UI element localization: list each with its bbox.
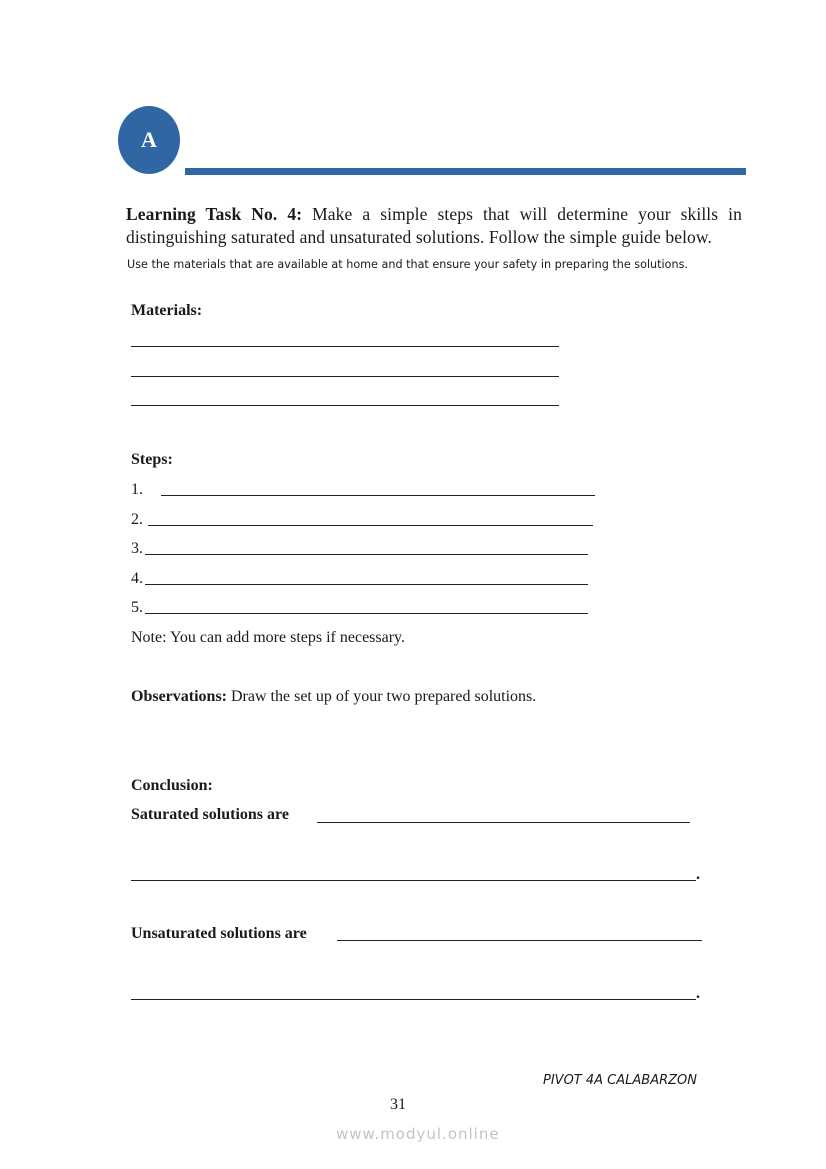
unsaturated-period: . [696, 985, 700, 1002]
steps-heading: Steps: [131, 451, 173, 468]
materials-blank-3[interactable] [131, 405, 559, 406]
observations-line [131, 688, 536, 706]
step-blank-3[interactable] [145, 554, 588, 555]
unsaturated-label: Unsaturated solutions are [131, 925, 307, 942]
watermark: www.modyul.online [336, 1125, 500, 1143]
page-number: 31 [390, 1096, 406, 1113]
saturated-label: Saturated solutions are [131, 806, 289, 823]
saturated-period: . [696, 866, 700, 883]
series-footer: PIVOT 4A CALABARZON [543, 1073, 697, 1088]
task-subnote: Use the materials that are available at home and that ensure your safety in preparing the solutions. [127, 258, 688, 271]
step-number-1: 1. [131, 481, 143, 498]
observations-text: Draw the set up of your two prepared solutions. [227, 688, 537, 705]
materials-heading: Materials: [131, 302, 203, 319]
materials-blank-1[interactable] [131, 346, 559, 347]
materials-blank-2[interactable] [131, 376, 559, 377]
step-number-3: 3. [131, 540, 143, 557]
step-blank-5[interactable] [145, 613, 588, 614]
observations-drawing-area[interactable] [131, 712, 701, 772]
step-blank-4[interactable] [145, 584, 588, 585]
step-number-5: 5. [131, 599, 143, 616]
observations-heading: Observations: [131, 688, 227, 705]
unsaturated-blank-2[interactable] [131, 999, 696, 1000]
conclusion-heading: Conclusion: [131, 777, 213, 794]
learning-task-instructions [126, 203, 742, 249]
badge-letter: A [141, 127, 157, 152]
step-blank-2[interactable] [148, 525, 593, 526]
task-label: Learning Task No. 4: [126, 204, 303, 224]
section-badge [118, 106, 180, 174]
step-number-2: 2. [131, 511, 143, 528]
unsaturated-blank-1[interactable] [337, 940, 702, 941]
step-blank-1[interactable] [161, 495, 595, 496]
saturated-blank-1[interactable] [317, 822, 690, 823]
steps-note: Note: You can add more steps if necessary. [131, 629, 406, 646]
saturated-blank-2[interactable] [131, 880, 696, 881]
step-number-4: 4. [131, 570, 143, 587]
section-banner-line [185, 168, 746, 175]
task-text: Make a simple steps that will determine your skills in distinguishing saturated and unsaturated solutions. Follow the simple guide below. [126, 204, 742, 247]
